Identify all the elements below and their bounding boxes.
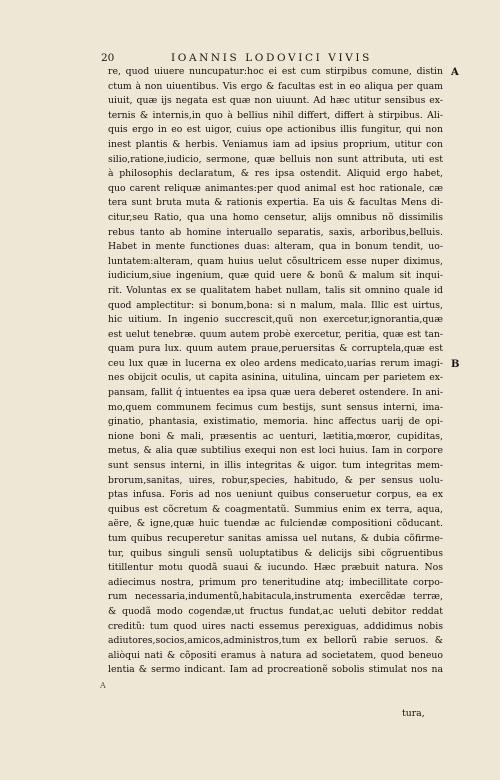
text-line: luntatem:alteram, quam huius uelut cõsultricem esse nuper diximus, — [108, 255, 443, 267]
page-header — [101, 52, 431, 66]
text-line: pansam, fallit q́ intuentes ea ipsa quæ uera deberet ostendere. In ani- — [108, 387, 443, 399]
text-line: creditũ: tum quod uires nacti essemus perexiguas, addidimus nobis — [108, 620, 443, 632]
text-line: à philosophis declaratum, & res ipsa ostendit. Aliquid ergo habet, — [108, 168, 443, 180]
text-line: quo carent reliquæ animantes:per quod animal est hoc rationale, cæ — [108, 182, 443, 194]
text-line: adiecimus nostra, primum pro teneritudine atq; imbecillitate corpo- — [108, 576, 443, 588]
text-line: ctum à non uiuentibus. Vis ergo & facultas est in eo aliqua per quam — [108, 80, 443, 92]
text-line: hic uitium. In ingenio succrescit,quũ non exercetur,ignorantia,quæ — [108, 314, 443, 326]
text-line: rum necessaria,indumentũ,habitacula,instrumenta exercẽdæ terræ, — [108, 591, 443, 603]
margin-letter-b: B — [451, 359, 460, 370]
text-line: aliòqui nati & cõpositi eramus à natura ad societatem, quod beneuo — [108, 649, 443, 661]
text-line: quis ergo in eo est uigor, cuius ope actionibus illis fungitur, qui non — [108, 124, 443, 136]
text-line: uiuit, quæ ijs negata est quæ non uiuunt. Ad hæc utitur sensibus ex- — [108, 95, 443, 107]
text-line: est uelut tenebræ. quum autem probè exercetur, peritia, quæ est tan- — [108, 328, 443, 340]
text-line: citur,seu Ratio, qua una homo censetur, alijs omnibus nõ dissimilis — [108, 211, 443, 223]
text-line: quibus est cõcretum & coagmentatũ. Summius enim ex terra, aqua, — [108, 503, 443, 515]
text-line: titillentur motu quodã suaui & iucundo. Hæc præbuit natura. Nos — [108, 562, 443, 574]
text-line: silio,ratione,iudicio, sermone, quæ belluis non sunt attributa, uti est — [108, 153, 443, 165]
margin-letter-a: A — [451, 67, 459, 78]
page-number: 20 — [101, 52, 115, 64]
signature-mark: A — [100, 681, 106, 690]
text-line: iudicium,siue ingenium, quæ quid uere & bonũ & malum sit inqui- — [108, 270, 443, 282]
text-line: inest plantis & herbis. Veniamus iam ad ipsius proprium, utitur con — [108, 138, 443, 150]
text-line: ginatio, phantasia, existimatio, memoria. hinc affectus uarij de opi- — [108, 416, 443, 428]
text-line: tera sunt bruta muta & rationis expertia. Ea uis & facultas Mens di- — [108, 197, 443, 209]
text-line: rit. Voluntas ex se qualitatem habet nullam, talis sit omnino quale id — [108, 284, 443, 296]
text-line: tum quibus recuperetur sanitas amissa uel nutans, & dubia cõfirme- — [108, 533, 443, 544]
text-line: tur, quibus singuli sensũ uoluptatibus & delicijs sibi cõgruentibus — [108, 547, 443, 559]
text-line: quam pura lux. quum autem praue,peruersitas & corruptela,quæ est — [108, 343, 443, 355]
catchword: tura, — [402, 708, 425, 719]
text-line: rebus tanto ab homine interuallo separatis, saxis, arboribus,belluis. — [108, 226, 443, 238]
text-line: ceu lux quæ in lucerna ex oleo ardens medicato,uarias rerum imagi- — [108, 357, 443, 369]
text-line: mo,quem communem fecimus cum bestijs, sunt sensus interni, ima- — [108, 401, 443, 413]
text-line: ternis & internis,in quo à bellius nihil differt, differt à stirpibus. Ali- — [108, 109, 443, 121]
text-line: ptas infusa. Foris ad nos ueniunt quibus conseruetur corpus, ea ex — [108, 489, 443, 501]
text-line: aëre, & igne,quæ huic tuendæ ac fulciendæ compositioni cõducant. — [108, 518, 443, 530]
text-line: Habet in mente functiones duas: alteram, qua in bonum tendit, uo- — [108, 241, 443, 253]
text-line: adiutores,socios,amicos,administros,tum ex bellorũ rabie seruos. & — [108, 635, 443, 647]
text-line: quod amplectitur: si bonum,bona: si n malum, mala. Illic est uirtus, — [108, 299, 443, 311]
text-line: nione boni & mali, præsentis ac uenturi, lætitia,mœror, cupiditas, — [108, 430, 443, 442]
text-line: nes obijcit oculis, ut capita asinina, uitulina, uincam per parietem ex- — [108, 372, 443, 384]
text-line: lentia & sermo indicant. Iam ad procreationẽ sobolis stimulat nos na — [108, 664, 443, 676]
text-line: sunt sensus interni, in illis integritas & uigor. tum integritas mem- — [108, 460, 443, 472]
text-line: re, quod uiuere nuncupatur:hoc ei est cum stirpibus comune, distin — [108, 66, 443, 77]
text-line: & quodã modo cogendæ,ut fructus fundat,ac ueluti debitor reddat — [108, 605, 443, 617]
running-head: IOANNIS LODOVICI VIVIS — [171, 52, 372, 64]
text-line: metus, & alia quæ subtilius exequi non est loci huius. Iam in corpore — [108, 445, 443, 457]
body-text — [108, 65, 443, 678]
text-line: brorum,sanitas, uires, robur,species, habitudo, & per sensus uolu- — [108, 474, 443, 486]
